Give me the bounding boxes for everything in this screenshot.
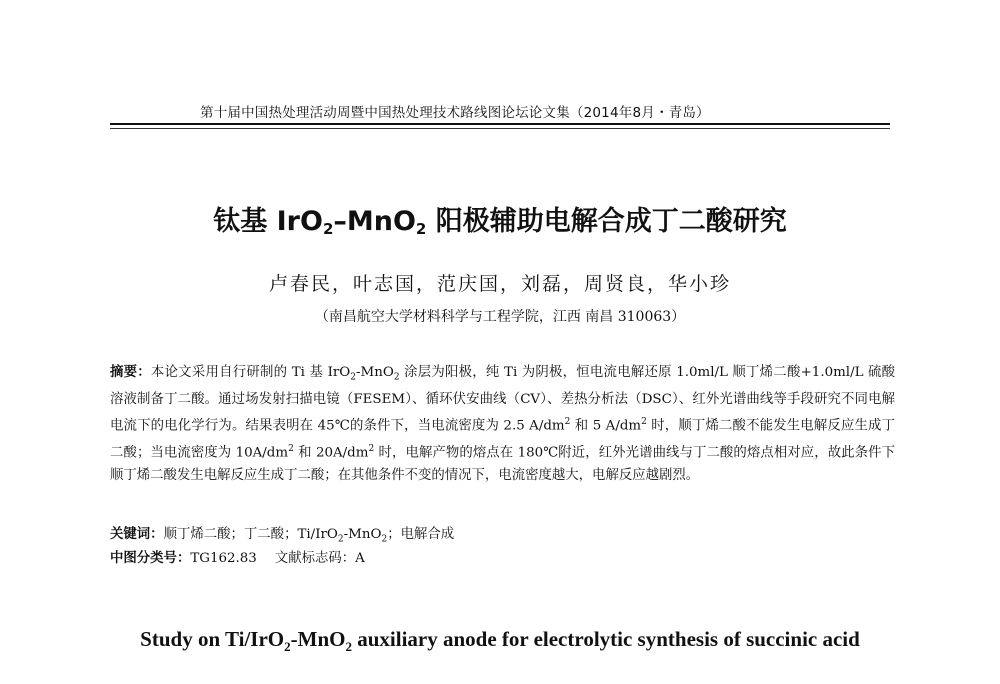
affiliation: （南昌航空大学材料科学与工程学院，江西 南昌 310063）	[314, 309, 686, 325]
doc-code-value: A	[355, 551, 365, 566]
abstract: 摘要：本论文采用自行研制的 Ti 基 IrO$_2$-MnO$_2$ 涂层为阳极，纯 Ti 为阴极，恒电流电解还原 1.0ml/L 顺丁烯二酸+1.0ml/L 硫酸溶液制备丁二酸。通过场发射扫描电镜（FESEM）、循环伏安曲线（CV）、差热分析法（DSC）、红外光谱曲线等手段研究不同电解电流下的电化学行为。结果表明在 45℃的条件下，当电流密度为 2.5 $A/dm^2$ 和 5 $A/dm^2$ 时，顺丁烯二酸不能发生电解反应生成丁二酸；当电流密度为 $10A/dm^2$ 和 $20A/dm^2$ 时，电解产物的熔点在 180℃附近，红外光谱曲线与丁二酸的熔点相对应，故此条件下顺丁烯二酸发生电解反应生成丁二酸；在其他条件不变的情况下，电流密度越大，电解反应越剧烈。	[110, 365, 895, 483]
english-title: Study on Ti/IrO$_2$-MnO$_2$ auxiliary anode for electrolytic synthesis of succinic acid	[140, 627, 860, 655]
header-rule-thick	[110, 123, 890, 125]
doc-code-label: 文献标志码：	[274, 551, 356, 566]
keywords-label: 关键词：	[110, 527, 164, 542]
classification-value: TG162.83	[190, 551, 257, 566]
abstract-label: 摘要：	[110, 365, 151, 380]
proceedings-header: 第十届中国热处理活动周暨中国热处理技术路线图论坛论文集（2014年8月・青岛）	[200, 105, 710, 121]
classification-line	[110, 547, 365, 566]
classification-label: 中图分类号：	[110, 551, 191, 566]
paper-title: 钛基 IrO$_2$–MnO$_2$ 阳极辅助电解合成丁二酸研究	[213, 206, 787, 238]
header-rule-thin	[110, 128, 890, 129]
keywords: 关键词：顺丁烯二酸；丁二酸；Ti/IrO$_2$-MnO$_2$；电解合成	[110, 527, 455, 545]
authors: 卢春民，叶志国，范庆国，刘磊，周贤良，华小珍	[268, 273, 731, 295]
